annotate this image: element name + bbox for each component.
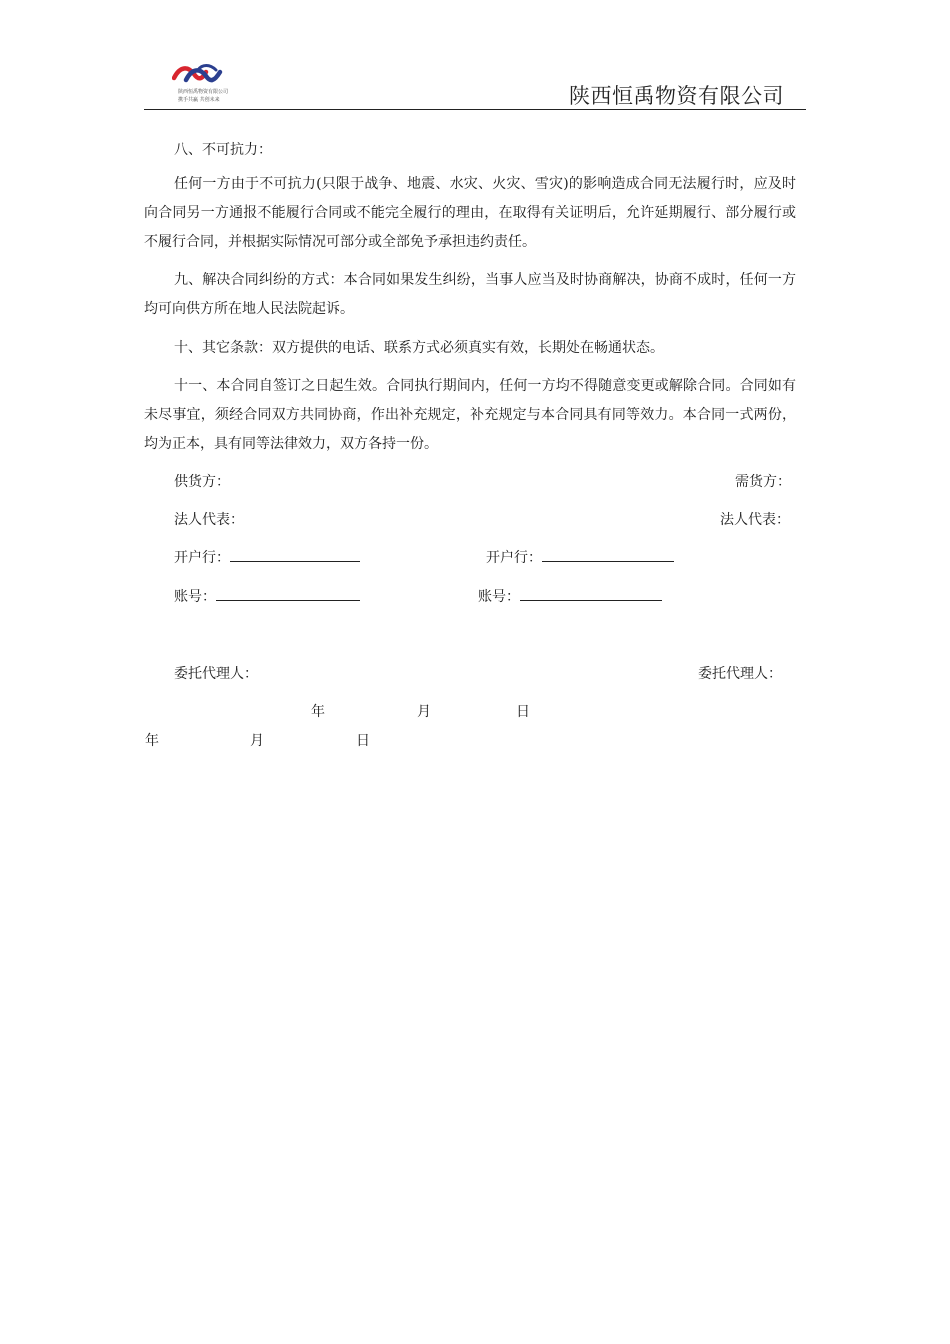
agent-label-left: 委托代理人： [174,666,258,682]
date-month-2: 月 [250,733,264,749]
company-name: 陕西恒禹物资有限公司 [569,84,784,108]
account-blank-right[interactable] [520,586,662,601]
supplier-label: 供货方： [174,474,230,490]
date-month-1: 月 [417,704,431,720]
date-year-2: 年 [145,733,159,749]
date-year-1: 年 [311,704,325,720]
bank-label-left: 开户行： [174,550,230,566]
bank-field-left [174,547,360,568]
logo-slogan-text: 携手共赢 共创未来 [178,97,220,103]
bank-blank-left[interactable] [230,547,360,562]
company-logo [172,60,232,104]
logo-emblem-icon [172,60,224,86]
account-field-left [174,586,360,607]
bank-field-right [486,547,674,568]
page-header [144,52,806,110]
effective-clause: 十一、本合同自签订之日起生效。合同执行期间内，任何一方均不得随意变更或解除合同。合同如有未尽事宜，须经合同双方共同协商，作出补充规定，补充规定与本合同具有同等效力。本合同一式两份，均为正本，具有同等法律效力，双方各持一份。 [144,378,796,452]
date-day-2: 日 [356,733,370,749]
agent-label-right: 委托代理人： [698,666,782,682]
legal-rep-label-right: 法人代表： [720,512,790,528]
account-field-right [478,586,662,607]
bank-blank-right[interactable] [542,547,674,562]
dispute-clause: 九、解决合同纠纷的方式：本合同如果发生纠纷，当事人应当及时协商解决，协商不成时，任何一方均可向供方所在地人民法院起诉。 [144,272,796,317]
logo-company-text: 陕西恒禹物资有限公司 [178,89,229,95]
force-majeure-clause: 任何一方由于不可抗力(只限于战争、地震、水灾、火灾、雪灾)的影响造成合同无法履行时，应及时向合同另一方通报不能履行合同或不能完全履行的理由，在取得有关证明后，允许延期履行、部分履行或不履行合同，并根据实际情况可部分或全部免予承担违约责任。 [144,176,796,250]
account-blank-left[interactable] [216,586,360,601]
legal-rep-label-left: 法人代表： [174,512,244,528]
other-terms-clause: 十、其它条款：双方提供的电话、联系方式必须真实有效，长期处在畅通状态。 [174,340,664,356]
date-day-1: 日 [516,704,530,720]
account-label-right: 账号： [478,589,520,605]
header-divider [144,109,806,110]
bank-label-right: 开户行： [486,550,542,566]
force-majeure-title: 八、不可抗力： [174,142,272,158]
account-label-left: 账号： [174,589,216,605]
buyer-label: 需货方： [735,474,791,490]
